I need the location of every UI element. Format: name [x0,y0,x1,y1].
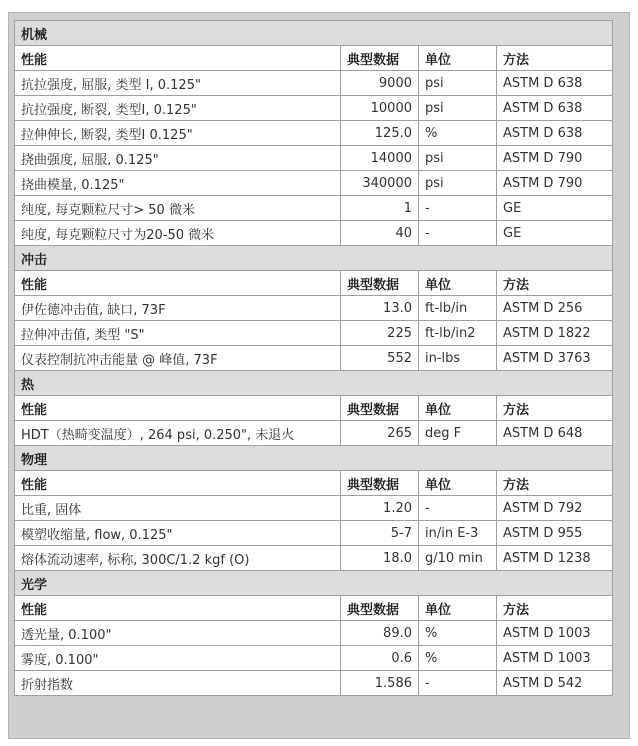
table-row [15,346,613,371]
table-row [15,196,613,221]
cell-unit: - [419,196,497,221]
cell-unit: psi [419,171,497,196]
header-method: 方法 [497,46,613,71]
cell-method: ASTM D 792 [497,496,613,521]
cell-method: ASTM D 790 [497,171,613,196]
cell-unit: - [419,496,497,521]
cell-unit: - [419,671,497,696]
cell-unit: psi [419,96,497,121]
header-value: 典型数据 [341,596,419,621]
header-unit: 单位 [419,471,497,496]
header-property: 性能 [15,46,341,71]
cell-property: 折射指数 [15,671,341,696]
table-row [15,96,613,121]
cell-value: 13.0 [341,296,419,321]
properties-panel [8,12,630,739]
cell-method: GE [497,221,613,246]
table-row [15,121,613,146]
section-header [15,246,613,271]
cell-value: 225 [341,321,419,346]
header-property: 性能 [15,271,341,296]
header-unit: 单位 [419,596,497,621]
section-header [15,571,613,596]
header-property: 性能 [15,471,341,496]
cell-value: 10000 [341,96,419,121]
section-title: 机械 [15,21,613,46]
section-title: 冲击 [15,246,613,271]
column-header-row [15,596,613,621]
cell-value: 1 [341,196,419,221]
cell-property: 熔体流动速率, 标称, 300C/1.2 kgf (O) [15,546,341,571]
cell-method: ASTM D 1822 [497,321,613,346]
column-header-row [15,271,613,296]
column-header-row [15,46,613,71]
cell-unit: psi [419,71,497,96]
header-method: 方法 [497,271,613,296]
cell-method: ASTM D 542 [497,671,613,696]
table-row [15,621,613,646]
cell-property: 拉伸冲击值, 类型 "S" [15,321,341,346]
cell-method: ASTM D 1238 [497,546,613,571]
cell-value: 265 [341,421,419,446]
section-title: 热 [15,371,613,396]
table-row [15,671,613,696]
header-unit: 单位 [419,46,497,71]
header-property: 性能 [15,396,341,421]
cell-property: 比重, 固体 [15,496,341,521]
header-value: 典型数据 [341,471,419,496]
cell-unit: psi [419,146,497,171]
header-method: 方法 [497,396,613,421]
cell-value: 14000 [341,146,419,171]
cell-method: ASTM D 638 [497,96,613,121]
cell-value: 18.0 [341,546,419,571]
cell-value: 0.6 [341,646,419,671]
table-row [15,496,613,521]
cell-property: 仪表控制抗冲击能量 @ 峰值, 73F [15,346,341,371]
cell-value: 125.0 [341,121,419,146]
cell-value: 40 [341,221,419,246]
table-row [15,171,613,196]
table-row [15,521,613,546]
cell-method: ASTM D 1003 [497,646,613,671]
table-row [15,546,613,571]
header-property: 性能 [15,596,341,621]
cell-property: 雾度, 0.100" [15,646,341,671]
table-row [15,421,613,446]
cell-method: ASTM D 648 [497,421,613,446]
section-title: 物理 [15,446,613,471]
cell-method: ASTM D 955 [497,521,613,546]
cell-value: 340000 [341,171,419,196]
section-header [15,446,613,471]
cell-unit: % [419,646,497,671]
cell-value: 1.20 [341,496,419,521]
cell-unit: ft-lb/in [419,296,497,321]
cell-value: 552 [341,346,419,371]
cell-property: 抗拉强度, 屈服, 类型 I, 0.125" [15,71,341,96]
section-title: 光学 [15,571,613,596]
header-method: 方法 [497,471,613,496]
header-value: 典型数据 [341,396,419,421]
header-unit: 单位 [419,396,497,421]
header-value: 典型数据 [341,46,419,71]
cell-unit: % [419,621,497,646]
cell-method: ASTM D 3763 [497,346,613,371]
cell-property: 抗拉强度, 断裂, 类型I, 0.125" [15,96,341,121]
cell-property: 拉伸伸长, 断裂, 类型I 0.125" [15,121,341,146]
cell-property: 挠曲强度, 屈服, 0.125" [15,146,341,171]
cell-unit: deg F [419,421,497,446]
properties-table [14,20,613,696]
cell-value: 5-7 [341,521,419,546]
table-row [15,71,613,96]
cell-method: ASTM D 1003 [497,621,613,646]
table-row [15,221,613,246]
column-header-row [15,396,613,421]
cell-unit: ft-lb/in2 [419,321,497,346]
table-row [15,646,613,671]
table-row [15,146,613,171]
cell-property: 模塑收缩量, flow, 0.125" [15,521,341,546]
cell-method: ASTM D 790 [497,146,613,171]
section-header [15,371,613,396]
cell-unit: in-lbs [419,346,497,371]
cell-property: 透光量, 0.100" [15,621,341,646]
cell-method: ASTM D 638 [497,71,613,96]
cell-unit: % [419,121,497,146]
header-value: 典型数据 [341,271,419,296]
cell-property: 纯度, 每克颗粒尺寸为20-50 微米 [15,221,341,246]
cell-property: 纯度, 每克颗粒尺寸> 50 微米 [15,196,341,221]
header-method: 方法 [497,596,613,621]
table-row [15,321,613,346]
cell-method: GE [497,196,613,221]
cell-property: HDT（热畸变温度）, 264 psi, 0.250", 未退火 [15,421,341,446]
cell-property: 挠曲模量, 0.125" [15,171,341,196]
cell-value: 1.586 [341,671,419,696]
section-header [15,21,613,46]
cell-property: 伊佐德冲击值, 缺口, 73F [15,296,341,321]
table-row [15,296,613,321]
cell-value: 89.0 [341,621,419,646]
cell-method: ASTM D 256 [497,296,613,321]
cell-unit: g/10 min [419,546,497,571]
cell-value: 9000 [341,71,419,96]
cell-unit: in/in E-3 [419,521,497,546]
header-unit: 单位 [419,271,497,296]
cell-unit: - [419,221,497,246]
column-header-row [15,471,613,496]
cell-method: ASTM D 638 [497,121,613,146]
